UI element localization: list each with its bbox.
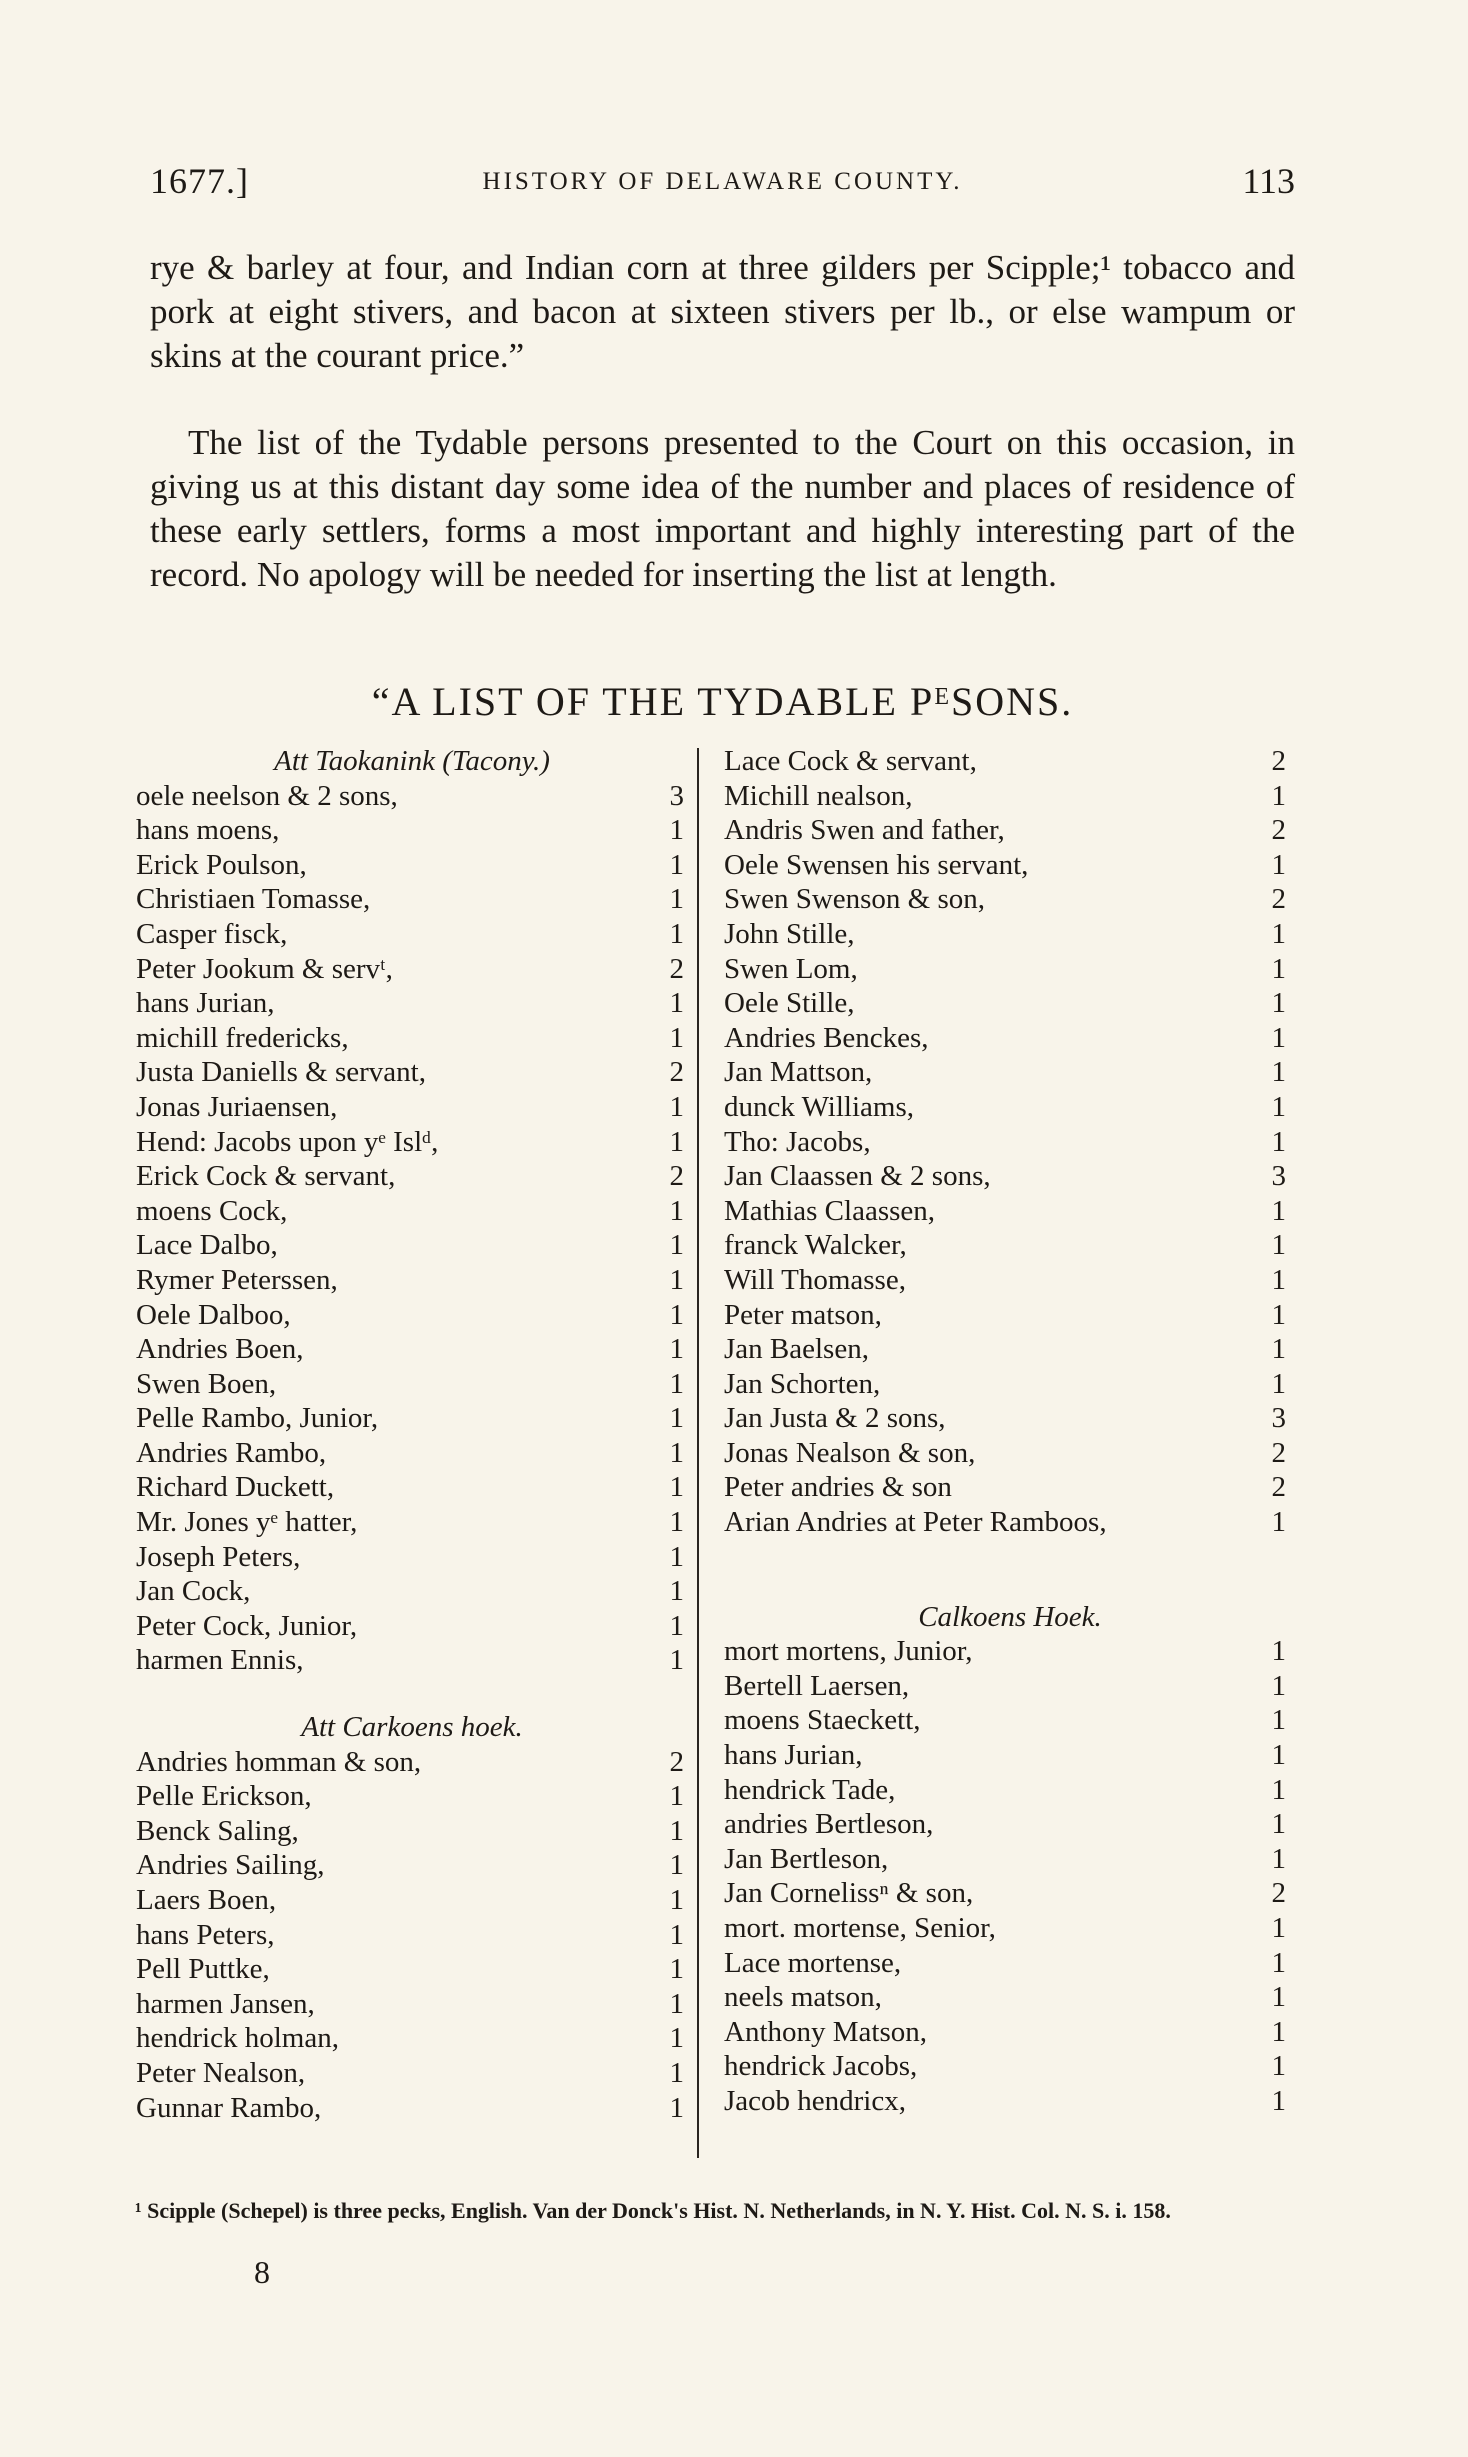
list-item <box>724 1332 1296 1367</box>
tydable-count: 1 <box>1271 987 1286 1020</box>
person-name: franck Walcker, <box>724 1229 907 1262</box>
tydable-count: 1 <box>1271 1506 1286 1539</box>
tydable-count: 1 <box>669 1644 684 1677</box>
list-item <box>724 1842 1296 1877</box>
list-item <box>136 1401 688 1436</box>
person-name: Joseph Peters, <box>136 1540 301 1573</box>
tydable-count: 1 <box>669 883 684 916</box>
list-item <box>136 1159 688 1194</box>
list-item <box>136 882 688 917</box>
list-item <box>724 1367 1296 1402</box>
tydable-count: 2 <box>669 952 684 985</box>
person-name: Oele Dalboo, <box>136 1298 291 1331</box>
tydable-count: 1 <box>669 1229 684 1262</box>
tydable-count: 2 <box>669 1160 684 1193</box>
list-item <box>724 952 1296 987</box>
person-name: Andries Rambo, <box>136 1436 327 1469</box>
tydable-count: 2 <box>669 1745 684 1778</box>
person-name: Lace Cock & servant, <box>724 745 977 777</box>
tydable-count: 1 <box>669 1849 684 1882</box>
list-item <box>724 1228 1296 1263</box>
person-name: Laers Boen, <box>136 1884 277 1916</box>
list-item <box>724 1703 1296 1738</box>
list-item <box>136 1090 688 1125</box>
list-item <box>724 1263 1296 1298</box>
person-name: Peter Cock, Junior, <box>136 1609 358 1642</box>
list-item <box>724 1055 1296 1090</box>
right-column <box>724 744 1296 2119</box>
person-name: Jonas Nealson & son, <box>724 1436 976 1469</box>
tydable-count: 1 <box>669 814 684 847</box>
person-name: Jan Cornelissⁿ & son, <box>724 1877 974 1910</box>
person-name: Casper fisck, <box>136 917 288 950</box>
tydable-count: 1 <box>669 2022 684 2055</box>
person-name: Oele Stille, <box>724 987 855 1020</box>
tydable-count: 1 <box>669 1402 684 1435</box>
list-item <box>724 882 1296 917</box>
list-item <box>136 1918 688 1953</box>
tydable-count: 1 <box>1271 1194 1286 1227</box>
tydable-count: 1 <box>1271 1125 1286 1158</box>
person-name: Erick Poulson, <box>136 848 307 881</box>
list-item <box>724 1125 1296 1160</box>
tydable-count: 1 <box>669 1918 684 1951</box>
person-name: neels matson, <box>724 1981 882 2014</box>
person-name: Justa Daniells & servant, <box>136 1056 426 1089</box>
tydable-count: 1 <box>669 2056 684 2089</box>
list-item <box>724 1505 1296 1540</box>
tydable-count: 1 <box>669 1125 684 1158</box>
person-name: Gunnar Rambo, <box>136 2091 322 2124</box>
person-name: Andries Sailing, <box>136 1849 325 1882</box>
list-item <box>136 2021 688 2056</box>
person-name: hans Jurian, <box>724 1739 863 1772</box>
tydable-count: 1 <box>669 1540 684 1573</box>
tydable-count: 2 <box>1271 883 1286 916</box>
tydable-count: 1 <box>669 1814 684 1847</box>
page-number: 113 <box>1242 161 1295 201</box>
person-name: hans Jurian, <box>136 987 275 1020</box>
list-item <box>136 1883 688 1918</box>
person-name: moens Staeckett, <box>724 1704 921 1737</box>
tydable-count: 1 <box>1271 1808 1286 1841</box>
list-item <box>724 1807 1296 1842</box>
page-header <box>150 160 1295 200</box>
person-name: Lace Dalbo, <box>136 1229 278 1262</box>
person-name: Andries Boen, <box>136 1333 304 1366</box>
tydable-count: 1 <box>669 848 684 881</box>
person-name: Jan Bertleson, <box>724 1842 889 1875</box>
list-item <box>136 1848 688 1883</box>
tydable-count: 1 <box>669 917 684 950</box>
person-name: Pell Puttke, <box>136 1953 270 1986</box>
section-heading: Att Carkoens hoek. <box>301 1711 523 1744</box>
person-name: Anthony Matson, <box>724 2015 927 2048</box>
footnote: ¹ Scipple (Schepel) is three pecks, English. Van der Donck's Hist. N. Netherlands, in N. Y. Hist. Col. N. S. i. 158. <box>135 2198 1171 2223</box>
tydable-count: 1 <box>1271 1946 1286 1979</box>
person-name: Jan Justa & 2 sons, <box>724 1402 946 1435</box>
list-item <box>136 1470 688 1505</box>
person-name: Richard Duckett, <box>136 1471 335 1504</box>
tydable-count: 1 <box>1271 1333 1286 1366</box>
paragraph-2-text: The list of the Tydable persons presented to the Court on this occasion, in giving us at this distant day some idea of the number and places of residence of these early settlers, forms a most important and highly interesting part of the record. No apology will be needed for inserting the list at length. <box>150 423 1295 594</box>
list-item <box>724 1298 1296 1333</box>
person-name: Tho: Jacobs, <box>724 1125 871 1158</box>
person-name: oele neelson & 2 sons, <box>136 779 398 812</box>
list-item <box>724 2049 1296 2084</box>
tydable-count: 1 <box>669 1506 684 1539</box>
tydable-count: 1 <box>1271 917 1286 950</box>
person-name: Pelle Rambo, Junior, <box>136 1402 379 1435</box>
list-item <box>136 1263 688 1298</box>
list-item <box>136 1745 688 1780</box>
tydable-count: 1 <box>669 1780 684 1813</box>
person-name: John Stille, <box>724 917 855 950</box>
tydable-count: 1 <box>1271 779 1286 812</box>
tydable-count: 1 <box>669 1609 684 1642</box>
column-divider <box>697 748 699 2158</box>
list-item <box>724 1738 1296 1773</box>
list-item <box>724 1876 1296 1911</box>
section-heading: Att Taokanink (Tacony.) <box>274 745 550 777</box>
tydable-count: 2 <box>1271 1471 1286 1504</box>
list-item <box>724 1773 1296 1808</box>
tydable-count: 1 <box>1271 1704 1286 1737</box>
person-name: mort. mortense, Senior, <box>724 1912 996 1944</box>
tydable-count: 1 <box>1271 1912 1286 1944</box>
list-item <box>724 1980 1296 2015</box>
person-name: hendrick Jacobs, <box>724 2050 918 2083</box>
person-name: Swen Lom, <box>724 952 858 985</box>
tydable-count: 1 <box>1271 2084 1286 2117</box>
tydable-count: 1 <box>1271 1367 1286 1400</box>
tydable-count: 1 <box>1271 1739 1286 1772</box>
tydable-count: 1 <box>669 1333 684 1366</box>
list-item <box>724 1436 1296 1471</box>
list-item <box>136 986 688 1021</box>
list-item <box>136 1609 688 1644</box>
tydable-count: 1 <box>669 1090 684 1123</box>
tydable-count: 1 <box>1271 1635 1286 1668</box>
list-item <box>724 2084 1296 2119</box>
person-name: Jonas Juriaensen, <box>136 1090 338 1123</box>
tydable-count: 1 <box>669 1884 684 1916</box>
list-item <box>136 1021 688 1056</box>
person-name: Michill nealson, <box>724 779 913 812</box>
list-item <box>724 1159 1296 1194</box>
tydable-count: 1 <box>1271 848 1286 881</box>
list-item <box>724 917 1296 952</box>
person-name: Jan Baelsen, <box>724 1333 869 1366</box>
left-column <box>136 744 688 2125</box>
person-name: Andris Swen and father, <box>724 814 1005 847</box>
list-item <box>136 1332 688 1367</box>
list-item <box>136 1814 688 1849</box>
list-item <box>136 1194 688 1229</box>
list-item <box>136 1436 688 1471</box>
list-item <box>136 1643 688 1678</box>
section-gap <box>136 1678 688 1710</box>
list-item <box>724 813 1296 848</box>
person-name: Peter Jookum & servᵗ, <box>136 952 393 985</box>
tydable-count: 1 <box>1271 1021 1286 1054</box>
list-item <box>724 1194 1296 1229</box>
person-name: Mathias Claassen, <box>724 1194 936 1227</box>
tydable-count: 1 <box>669 1471 684 1504</box>
tydable-count: 1 <box>669 1298 684 1331</box>
list-item <box>136 1574 688 1609</box>
tydable-count: 1 <box>1271 1773 1286 1806</box>
person-name: Jacob hendricx, <box>724 2084 906 2117</box>
list-item <box>724 1669 1296 1704</box>
tydable-count: 3 <box>1271 1402 1286 1435</box>
list-item <box>724 986 1296 1021</box>
tydable-count: 1 <box>669 1367 684 1400</box>
section-gap <box>724 1540 1296 1600</box>
tydable-count: 1 <box>1271 1669 1286 1702</box>
person-name: Peter matson, <box>724 1298 882 1331</box>
header-year: 1677.] <box>150 161 249 201</box>
list-title: “A LIST OF THE TYDABLE PᴱSONS. <box>371 679 1074 724</box>
person-name: Erick Cock & servant, <box>136 1160 396 1193</box>
list-item <box>136 1540 688 1575</box>
person-name: Rymer Peterssen, <box>136 1263 338 1296</box>
list-item <box>724 1470 1296 1505</box>
tydable-count: 2 <box>1271 1436 1286 1469</box>
list-item <box>724 848 1296 883</box>
person-name: Christiaen Tomasse, <box>136 883 371 916</box>
tydable-count: 1 <box>1271 1298 1286 1331</box>
list-item <box>136 813 688 848</box>
person-name: Swen Boen, <box>136 1367 277 1400</box>
tydable-count: 1 <box>669 1987 684 2020</box>
tydable-count: 1 <box>1271 2015 1286 2048</box>
tydable-count: 2 <box>669 1056 684 1089</box>
running-title: HISTORY OF DELAWARE COUNTY. <box>482 168 963 195</box>
list-item <box>724 744 1296 779</box>
person-name: Pelle Erickson, <box>136 1780 312 1813</box>
person-name: Oele Swensen his servant, <box>724 848 1029 881</box>
person-name: Andries homman & son, <box>136 1745 422 1778</box>
tydable-count: 2 <box>1271 814 1286 847</box>
tydable-count: 1 <box>1271 1981 1286 2014</box>
tydable-count: 1 <box>1271 1842 1286 1875</box>
person-name: Jan Claassen & 2 sons, <box>724 1160 991 1193</box>
tydable-count: 1 <box>669 2091 684 2124</box>
list-item <box>136 1779 688 1814</box>
person-name: moens Cock, <box>136 1194 288 1227</box>
person-name: Peter andries & son <box>724 1471 952 1504</box>
tydable-count: 1 <box>1271 1263 1286 1296</box>
person-name: hendrick holman, <box>136 2022 339 2055</box>
list-item <box>136 1228 688 1263</box>
list-item <box>136 917 688 952</box>
list-item <box>724 1634 1296 1669</box>
list-item <box>724 1401 1296 1436</box>
person-name: Benck Saling, <box>136 1814 299 1847</box>
list-item <box>724 1946 1296 1981</box>
person-name: Mr. Jones yᵉ hatter, <box>136 1506 358 1539</box>
person-name: Bertell Laersen, <box>724 1669 910 1702</box>
tydable-count: 1 <box>1271 952 1286 985</box>
list-item <box>724 1021 1296 1056</box>
list-item <box>724 779 1296 814</box>
person-name: michill fredericks, <box>136 1021 349 1054</box>
person-name: dunck Williams, <box>724 1090 915 1123</box>
list-item <box>724 1090 1296 1125</box>
tydable-count: 3 <box>669 779 684 812</box>
tydable-count: 1 <box>669 1953 684 1986</box>
person-name: mort mortens, Junior, <box>724 1635 973 1668</box>
list-item <box>136 2056 688 2091</box>
person-name: hans moens, <box>136 814 280 847</box>
signature-mark: 8 <box>254 2254 270 2290</box>
list-item <box>136 1367 688 1402</box>
person-name: Arian Andries at Peter Ramboos, <box>724 1506 1107 1539</box>
list-item <box>724 1911 1296 1946</box>
list-item <box>724 2015 1296 2050</box>
person-name: harmen Ennis, <box>136 1644 304 1677</box>
tydable-count: 1 <box>669 1194 684 1227</box>
tydable-count: 1 <box>669 987 684 1020</box>
tydable-count: 1 <box>1271 1056 1286 1089</box>
section-heading: Calkoens Hoek. <box>918 1600 1102 1633</box>
list-item <box>136 1298 688 1333</box>
person-name: Jan Schorten, <box>724 1367 881 1400</box>
paragraph-2 <box>150 421 1295 597</box>
person-name: Swen Swenson & son, <box>724 883 986 916</box>
list-item <box>136 779 688 814</box>
tydable-count: 1 <box>669 1263 684 1296</box>
tydable-count: 2 <box>1271 745 1286 777</box>
list-item <box>136 1505 688 1540</box>
list-item <box>136 2091 688 2126</box>
person-name: Hend: Jacobs upon yᵉ Islᵈ, <box>136 1125 439 1158</box>
person-name: Jan Mattson, <box>724 1056 873 1089</box>
tydable-count: 1 <box>669 1436 684 1469</box>
tydable-count: 2 <box>1271 1877 1286 1910</box>
person-name: Andries Benckes, <box>724 1021 929 1054</box>
tydable-count: 3 <box>1271 1160 1286 1193</box>
person-name: Peter Nealson, <box>136 2056 306 2089</box>
person-name: Jan Cock, <box>136 1575 251 1608</box>
person-name: andries Bertleson, <box>724 1808 934 1841</box>
person-name: Lace mortense, <box>724 1946 902 1979</box>
tydable-count: 1 <box>669 1021 684 1054</box>
person-name: hendrick Tade, <box>724 1773 896 1806</box>
list-item <box>136 1952 688 1987</box>
person-name: Will Thomasse, <box>724 1263 906 1296</box>
list-item <box>136 1055 688 1090</box>
tydable-count: 1 <box>1271 1090 1286 1123</box>
list-item <box>136 952 688 987</box>
tydable-count: 1 <box>1271 2050 1286 2083</box>
list-item <box>136 1125 688 1160</box>
tydable-count: 1 <box>669 1575 684 1608</box>
tydable-count: 1 <box>1271 1229 1286 1262</box>
list-item <box>136 1987 688 2022</box>
paragraph-1: rye & barley at four, and Indian corn at three gilders per Scipple;¹ tobacco and pork at eight stivers, and bacon at sixteen stivers per lb., or else wampum or skins at the courant price.” <box>150 248 1295 375</box>
list-item <box>136 848 688 883</box>
person-name: hans Peters, <box>136 1918 275 1951</box>
person-name: harmen Jansen, <box>136 1987 315 2020</box>
